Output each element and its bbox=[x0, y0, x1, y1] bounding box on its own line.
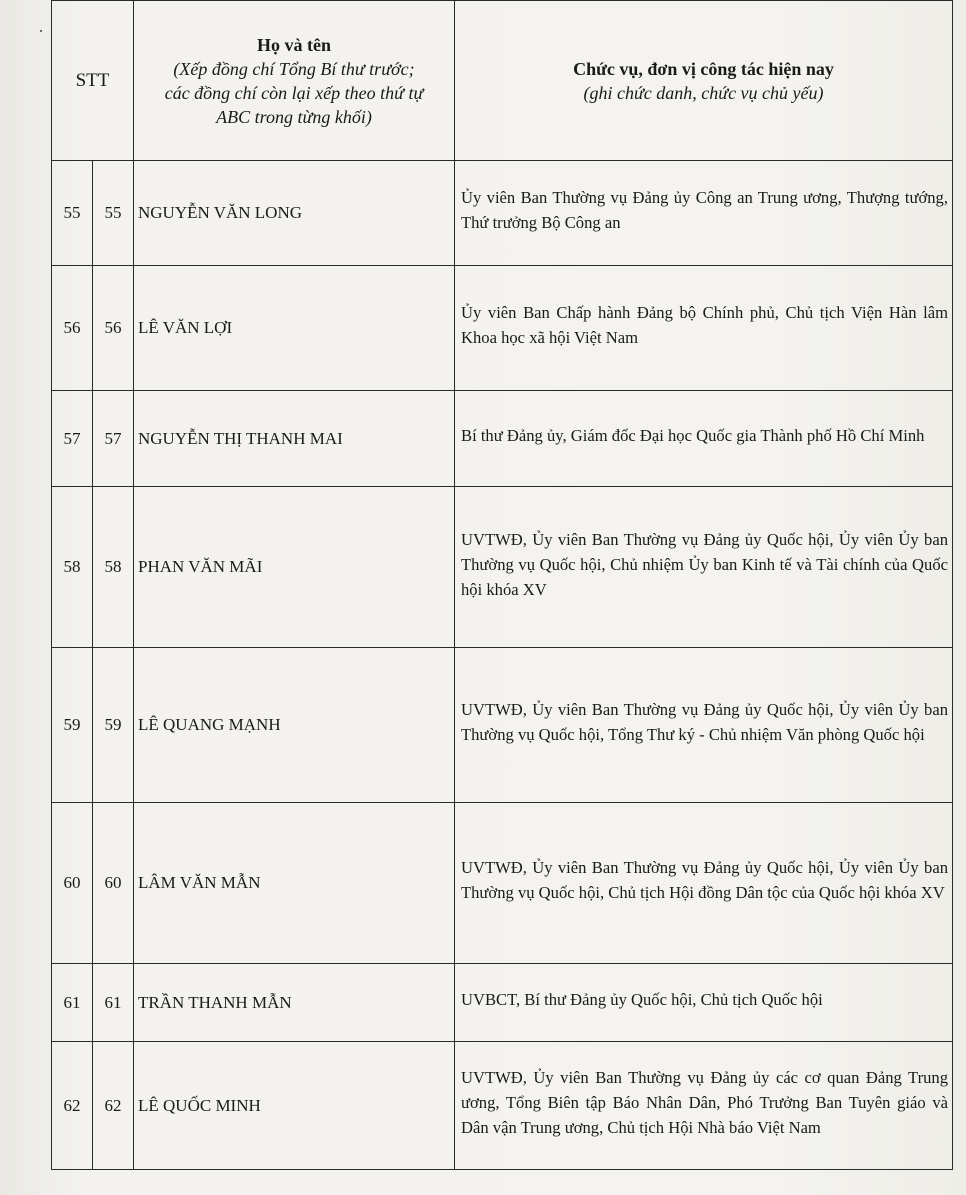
member-name: LÊ VĂN LỢI bbox=[134, 266, 455, 391]
stt-order: 55 bbox=[93, 161, 134, 266]
member-name: PHAN VĂN MÃI bbox=[134, 487, 455, 648]
stt-order: 56 bbox=[93, 266, 134, 391]
stt-header: STT bbox=[52, 1, 134, 161]
table-row bbox=[52, 161, 953, 266]
name-header-note-1: (Xếp đồng chí Tổng Bí thư trước; bbox=[173, 58, 415, 79]
stt-order: 60 bbox=[93, 803, 134, 964]
personnel-table bbox=[51, 0, 953, 1170]
name-header bbox=[134, 1, 455, 161]
member-position: Ủy viên Ban Thường vụ Đảng ủy Công an Trung ương, Thượng tướng, Thứ trưởng Bộ Công an bbox=[455, 161, 953, 266]
scan-speck bbox=[40, 30, 42, 32]
header-row bbox=[52, 1, 953, 161]
role-header bbox=[455, 1, 953, 161]
table-row bbox=[52, 1042, 953, 1170]
stt-order: 61 bbox=[93, 964, 134, 1042]
role-header-title: Chức vụ, đơn vị công tác hiện nay bbox=[573, 58, 834, 79]
name-header-title: Họ và tên bbox=[257, 34, 331, 55]
member-position: Bí thư Đảng ủy, Giám đốc Đại học Quốc gia Thành phố Hồ Chí Minh bbox=[455, 391, 953, 487]
table-row bbox=[52, 803, 953, 964]
stt-index: 59 bbox=[52, 648, 93, 803]
table-row bbox=[52, 266, 953, 391]
member-position: UVTWĐ, Ủy viên Ban Thường vụ Đảng ủy Quốc hội, Ủy viên Ủy ban Thường vụ Quốc hội, Chủ tịch Hội đồng Dân tộc của Quốc hội khóa XV bbox=[455, 803, 953, 964]
member-name: LÊ QUANG MẠNH bbox=[134, 648, 455, 803]
table-row bbox=[52, 487, 953, 648]
member-name: NGUYỄN THỊ THANH MAI bbox=[134, 391, 455, 487]
stt-index: 56 bbox=[52, 266, 93, 391]
stt-order: 58 bbox=[93, 487, 134, 648]
stt-index: 61 bbox=[52, 964, 93, 1042]
member-name: NGUYỄN VĂN LONG bbox=[134, 161, 455, 266]
stt-index: 62 bbox=[52, 1042, 93, 1170]
role-header-note: (ghi chức danh, chức vụ chủ yếu) bbox=[583, 82, 824, 103]
stt-order: 59 bbox=[93, 648, 134, 803]
table-row bbox=[52, 648, 953, 803]
name-header-note-3: ABC trong từng khối) bbox=[216, 106, 372, 127]
member-position: UVTWĐ, Ủy viên Ban Thường vụ Đảng ủy Quốc hội, Ủy viên Ủy ban Thường vụ Quốc hội, Chủ nhiệm Ủy ban Kinh tế và Tài chính của Quốc hội khóa XV bbox=[455, 487, 953, 648]
member-position: UVTWĐ, Ủy viên Ban Thường vụ Đảng ủy các cơ quan Đảng Trung ương, Tổng Biên tập Báo Nhân Dân, Phó Trưởng Ban Tuyên giáo và Dân vận Trung ương, Chủ tịch Hội Nhà báo Việt Nam bbox=[455, 1042, 953, 1170]
stt-index: 55 bbox=[52, 161, 93, 266]
member-position: Ủy viên Ban Chấp hành Đảng bộ Chính phủ, Chủ tịch Viện Hàn lâm Khoa học xã hội Việt Nam bbox=[455, 266, 953, 391]
member-position: UVBCT, Bí thư Đảng ủy Quốc hội, Chủ tịch Quốc hội bbox=[455, 964, 953, 1042]
stt-index: 60 bbox=[52, 803, 93, 964]
stt-order: 57 bbox=[93, 391, 134, 487]
member-name: LÂM VĂN MẪN bbox=[134, 803, 455, 964]
member-position: UVTWĐ, Ủy viên Ban Thường vụ Đảng ủy Quốc hội, Ủy viên Ủy ban Thường vụ Quốc hội, Tổng Thư ký - Chủ nhiệm Văn phòng Quốc hội bbox=[455, 648, 953, 803]
table-row bbox=[52, 391, 953, 487]
stt-index: 57 bbox=[52, 391, 93, 487]
member-name: LÊ QUỐC MINH bbox=[134, 1042, 455, 1170]
table-row bbox=[52, 964, 953, 1042]
stt-index: 58 bbox=[52, 487, 93, 648]
stt-order: 62 bbox=[93, 1042, 134, 1170]
name-header-note-2: các đồng chí còn lại xếp theo thứ tự bbox=[164, 82, 424, 103]
member-name: TRẦN THANH MẪN bbox=[134, 964, 455, 1042]
